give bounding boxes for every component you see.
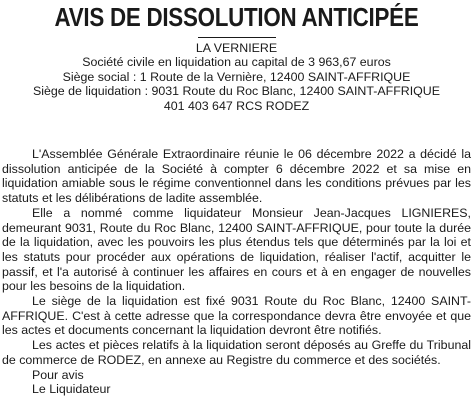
company-name: LA VERNIERE [195, 41, 278, 55]
signature-line: Le Liquidateur [32, 382, 111, 397]
paragraph-dissolution: L'Assemblée Générale Extraordinaire réunie le 06 décembre 2022 a décidé la dissolution anticipée de la Société à compter 6 décembre 2022 et sa mise en liquidation amiable sous le régime conventionnel dans les conditions prévues par les statuts et les délibérations de ladite assemblée. [2, 147, 471, 206]
company-header [0, 41, 473, 113]
registration-number: 401 403 647 RCS RODEZ [163, 98, 310, 113]
notice-title: AVIS DE DISSOLUTION ANTICIPÉE [54, 2, 419, 32]
paragraph-filing: Les actes et pièces relatifs à la liquidation seront déposés au Greffe du Tribunal de commerce de RODEZ, en annexe au Registre du commerce et des sociétés. [2, 338, 471, 367]
registered-office: Siège social : 1 Route de la Vernière, 12400 SAINT-AFFRIQUE [62, 69, 411, 84]
paragraph-liquidator: Elle a nommé comme liquidateur Monsieur Jean-Jacques LIGNIERES, demeurant 9031, Route du Roc Blanc, 12400 SAINT-AFFRIQUE, pour toute la durée de la liquidation, avec les pouvoirs les plus étendus tels que déterminés par la loi et les statuts pour procéder aux opérations de liquidation, réaliser l'actif, acquitter le passif, et l'a autorisé à continuer les affaires en cours et à en engager de nouvelles pour les besoins de la liquidation. [2, 205, 471, 294]
liquidation-office: Siège de liquidation : 9031 Route du Roc Blanc, 12400 SAINT-AFFRIQUE [32, 84, 441, 99]
closing-line: Pour avis [32, 367, 84, 382]
paragraph-liquidation-office: Le siège de la liquidation est fixé 9031 Route du Roc Blanc, 12400 SAINT-AFFRIQUE. C'est à cette adresse que la correspondance devra être envoyée et que les actes et documents concernant la liquidation devront être notifiés. [2, 294, 471, 338]
company-form: Société civile en liquidation au capital de 3 963,67 euros [82, 55, 391, 70]
title-divider [198, 37, 276, 38]
notice-body [2, 147, 471, 397]
